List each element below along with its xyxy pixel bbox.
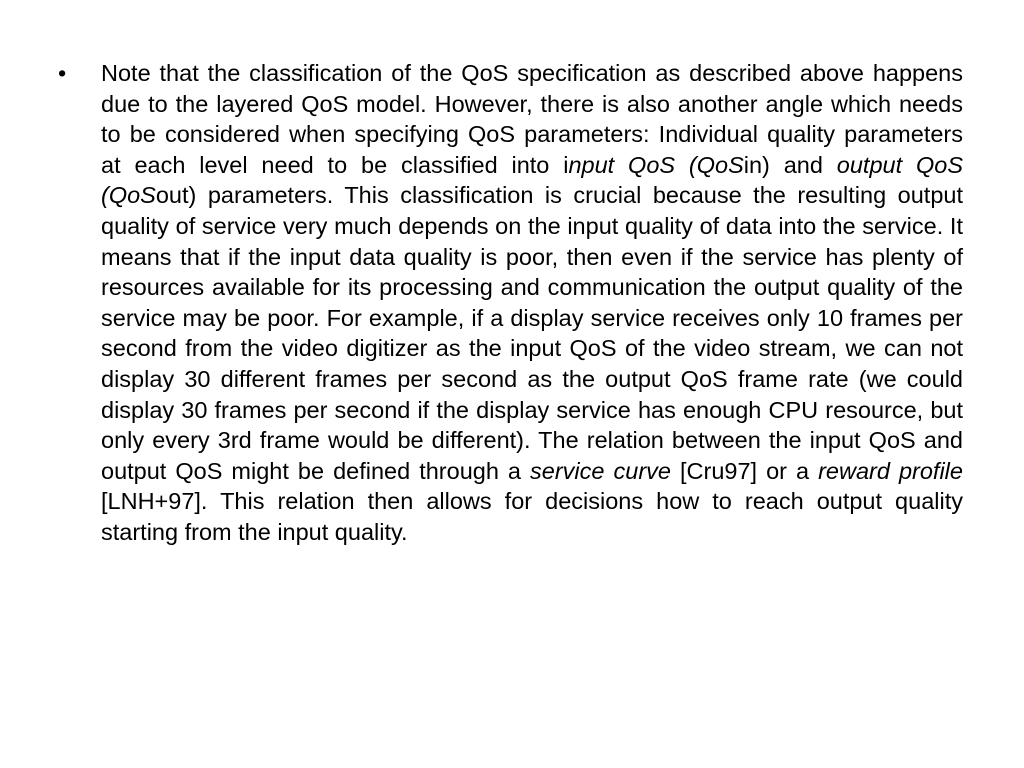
bullet-marker: •: [58, 60, 67, 86]
bullet-paragraph: [101, 58, 963, 548]
paragraph-text: [Cru97] or a: [670, 457, 819, 484]
emphasis-reward-profile: reward profile: [818, 457, 963, 484]
emphasis-service-curve: service curve: [530, 457, 671, 484]
paragraph-text: in) and: [743, 151, 837, 178]
paragraph-text: out) parameters. This classification is crucial because the resulting output quality of service very much depends on the input quality of data into the service. It means that if the input data quality is poor, then even if the service has plenty of resources available for its processing and communication the output quality of the service may be poor. For example, if a display service receives only 10 frames per second from the video digitizer as the input QoS of the video stream, we can not display 30 different frames per second as the output QoS frame rate (we could display 30 frames per second if the display service has enough CPU resource, but only every 3rd frame would be different). The relation between the input QoS and output QoS might be defined through a: [101, 182, 963, 484]
paragraph-text: [LNH+97]. This relation then allows for decisions how to reach output quality starting from the input quality.: [101, 488, 963, 545]
emphasis-output-qos: output QoS (QoS: [101, 151, 964, 209]
paragraph-text: Note that the classification of the QoS specification as described above happens due to the layered QoS model. However, there is also another angle which needs to be considered when specifying QoS parameters: Individual quality parameters at each level need to be classified into i: [101, 60, 963, 178]
emphasis-input-qos: nput QoS (QoS: [568, 151, 744, 178]
bullet-item: [58, 58, 963, 548]
